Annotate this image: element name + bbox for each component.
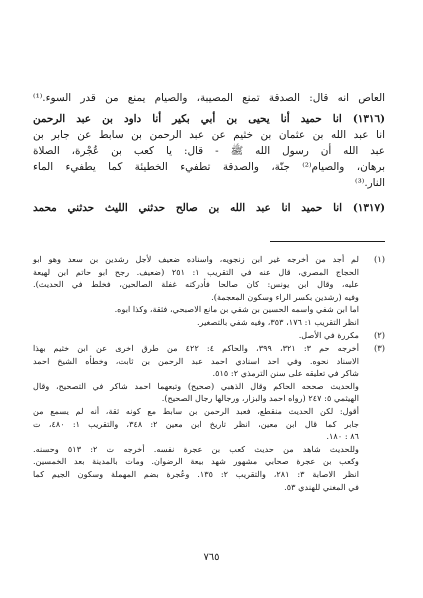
footnote-line: جابر كما قال ابن معين، انظر تاريخ ابن معين ٢: ٣٤٨، والتقريب ١: ٤٨٠، ت bbox=[33, 418, 359, 429]
footnote-line: في المغني للهندي ٥٣. bbox=[284, 481, 359, 492]
footnote-line: وفيه (رشدين بكسر الراء وسكون المعجمة). bbox=[211, 291, 359, 302]
footnote-marker: (٢) bbox=[373, 330, 385, 340]
footnote-separator bbox=[270, 241, 385, 242]
footnote-marker: (٣) bbox=[373, 343, 385, 353]
page-number: ٧٦٥ bbox=[203, 552, 220, 563]
footnote-line: وللحديث شاهد من حديث كعب بن عجرة نفسه. أخرجه ت ٢: ٥١٣ وحسنه. bbox=[33, 443, 359, 454]
footnote-line: لم أجد من أخرجه غير ابن زنجويه، واسناده ضعيف لأجل رشدين بن سعد وهو ابو bbox=[33, 254, 359, 264]
footnote-line: شاكر في تعليقه على سنن الترمذي ٢: ٥١٥. bbox=[212, 368, 359, 379]
main-text-line: النار.⁽³⁾ bbox=[355, 177, 385, 189]
footnote-line: الاسناد نحوه. وفي احد اسنادي احمد عبد الرحمن بن ثابت، وخطأه الشيخ احمد bbox=[33, 355, 359, 366]
footnote-line: والحديث صححه الحاكم وقال الذهبي (صحيح) وتبعهما احمد شاكر في التصحيح، وقال bbox=[33, 380, 359, 391]
footnote-line: ٨٦ : ١٨٠. bbox=[326, 431, 359, 442]
hadith-1316-line: (١٣١٦) انا حميد أنا يحيى بن أبي بكير أنا داود بن عبد الرحمن bbox=[33, 113, 385, 125]
footnote-line: انظر التقريب ١: ١٧٦، ٣٥٣، وفيه شفي بالتصغير. bbox=[196, 316, 359, 327]
footnote-line: مكررة في الأصل. bbox=[298, 330, 359, 340]
main-text-line: انا عبد الله بن عثمان بن خثيم عن عبد الرحمن بن سابط عن جابر بن bbox=[33, 129, 385, 141]
footnote-marker: (١) bbox=[373, 254, 385, 264]
main-text-line: عبد الله أن رسول الله ﷺ - قال: يا كعب بن عُجْرة، الصلاة bbox=[33, 145, 385, 157]
hadith-1317-line: (١٣١٧) انا حميد انا عبد الله بن صالح حدثني الليث حدثني محمد bbox=[33, 202, 385, 214]
footnote-line: وكعب بن عجرة صحابي مشهور شهد بيعة الرضوان. ومات بالمدينة بعد الخمسين. bbox=[33, 456, 359, 467]
footnote-line: الهيثمي ٥: ٢٤٧ (رواه احمد والبزار، ورجالها رجال الصحيح). bbox=[161, 393, 359, 404]
main-text-line: العاص انه قال: الصدقة تمنع المصيبة، والصيام يمنع من قدر السوء.⁽¹⁾ bbox=[33, 92, 385, 104]
footnote-line: أقول: لكن الحديث منقطع، فعبد الرحمن بن سابط مع كونه ثقة، أنه لم يسمع من bbox=[33, 405, 359, 416]
footnote-line: انظر الاصابة ٣: ٢٨١، والتقريب ٢: ١٣٥. وعُجرة بضم المهملة وسكون الجيم كما bbox=[33, 468, 359, 479]
footnote-line: اما ابن شفي واسمه الحسين بن شفي بن مانع الاصبحي، فثقة، وكذا ابوه. bbox=[114, 304, 359, 315]
footnote-line: الحجاج المصري، قال عنه في التقريب ١: ٢٥١ (ضعيف. رجح ابو حاتم ابن لهيعة bbox=[33, 266, 359, 277]
footnote-line: عليه، وقال ابن يونس: كان صالحا فأدركته غفلة الصالحين، فخلط في الحديث). bbox=[33, 279, 359, 290]
footnote-line: أخرجه حم ٣: ٣٢١، ٣٩٩، والحاكم ٤: ٤٢٢ من طرق اخرى عن ابن خثيم بهذا bbox=[33, 343, 359, 353]
main-text-line: برهان، والصيام⁽²⁾ جنّة، والصدقة تطفيء الخطيئة كما يطفيء الماء bbox=[33, 161, 385, 173]
